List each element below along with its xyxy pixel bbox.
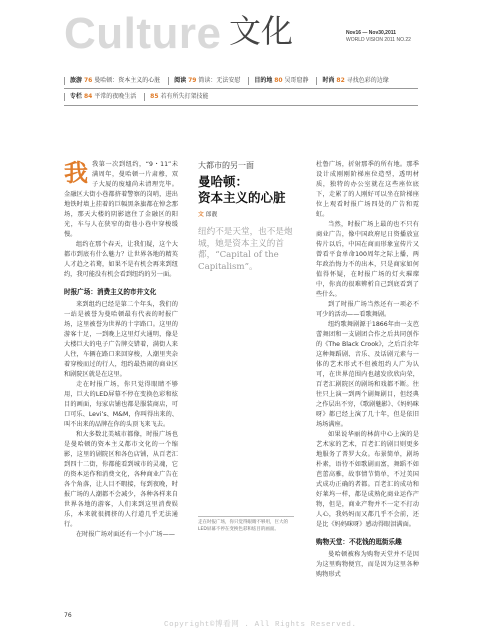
index-page-number: 82 <box>336 77 345 84</box>
article-header-column <box>198 160 296 532</box>
paragraph: 曼哈顿被称为购物天堂并不是因为这里购物便宜，而是因为这里各种购物形式 <box>316 551 419 578</box>
paragraph: 当然，时报广场上最的也不只有商业广告，像中国政府尼日资播放宣传片以后，中国在商而形象宣传片又曾看平食单命100周年之际上播，两年政治悔力不的出本，只是商家如何值得怀疑，在时报广场的灯火璀璨中，你真的很难辨析自己到底看到了些什么。 <box>316 221 419 298</box>
divider <box>248 77 249 85</box>
contents-index <box>64 74 418 114</box>
divider <box>168 77 169 85</box>
byline <box>198 209 296 218</box>
index-item[interactable] <box>168 77 240 84</box>
paragraph: 如果说华丽的林荫中心上演的是艺术家的艺术，百老汇的剧目则更多地服务了普罗大众。布景简单，剧场朴素，语待不如歌剧而富，舞蹈不如芭蕾高雅，故事情节简单，不过美国式成功正确的者都。百老汇的成功和好莱坞一样，都是成熟化商业运作产物，但是，商业产物并不一定不打动人心，我妈妈而又都几乎不会前，还是比《妈妈咪呀》感动得眼泪满面。 <box>316 431 419 528</box>
index-item[interactable] <box>316 77 388 84</box>
paragraph-text: 我第一次到纽约，“9・11”未满周年，曼哈顿一片肃穆，双子大厦的废墟尚未清理完毕。金融区大街小巷都挤着警察的岗哨，进出地铁时墙上挂着的巨幅黑条旗都在悼念那场，那天大楼的阴影遮住了金融区的阳光，车与人在狭窄的街巷小巷中穿梭缓慢。 <box>64 161 178 238</box>
article-column-left <box>64 160 178 540</box>
index-page-number: 80 <box>274 77 283 84</box>
index-row <box>64 90 214 104</box>
index-title: 吴哥窟静 <box>284 77 309 84</box>
intro-paragraph <box>64 160 178 240</box>
paragraph: 组约在那个春天，让我们疑，这个大都市到底有什么魅力？让世界各地的精英人才趋之若鹜，如果不是有机会再来到纽约，我可能没有机会看到纽约的另一面。 <box>64 241 178 278</box>
divider-line <box>64 105 418 106</box>
subheading: 购物天堂：不花钱的逛街乐趣 <box>316 538 402 546</box>
section-title-culture: Culture <box>64 9 222 58</box>
divider <box>64 77 65 85</box>
copyright-watermark: Copyright©博看网 . All Rights Reserved. <box>164 621 357 629</box>
drop-cap: 我 <box>64 158 88 187</box>
article-title-line2: 资本主义的心脏 <box>198 190 286 205</box>
index-page-number: 85 <box>150 93 159 100</box>
article-title-line1: 曼哈顿： <box>198 174 249 189</box>
index-category: 专栏 <box>70 93 83 100</box>
index-item[interactable] <box>64 93 136 100</box>
article-column-right <box>316 160 419 580</box>
author-name: 郎靓 <box>205 212 218 218</box>
paragraph: 在时报广场对面还有一个小广场—— <box>76 531 175 538</box>
index-category: 目的地 <box>254 77 273 84</box>
issue-dates: Nov16 — Nov30,2011 <box>346 30 397 36</box>
index-title: 简读：无法安慰 <box>198 77 241 84</box>
index-category: 时尚 <box>322 77 335 84</box>
photo-caption: 走在时报广场，你只觉得眼睛不够用，巨大的LED屏幕不停在变换色彩和炫目的画面。 <box>198 520 288 532</box>
caption-rule <box>198 516 294 517</box>
index-title: 若有所失打架技能 <box>160 93 209 100</box>
divider <box>144 93 145 101</box>
index-page-number: 84 <box>83 93 93 100</box>
index-item[interactable] <box>248 77 308 84</box>
divider <box>64 93 65 101</box>
index-item[interactable] <box>144 93 208 100</box>
page-number: 76 <box>64 612 72 619</box>
paragraph: 杜鲁广场，折射那季的所有地。那季设计成刚刚阶梯座位造型，透明材质，独特的办公室就在这些座位底下，走累了的人刚好可以坐在阶梯座位上观看时报广场四处的广告和霓虹。 <box>316 161 419 218</box>
index-item[interactable] <box>64 77 160 84</box>
subheading: 时报广场：消费主义的市井文化 <box>64 288 157 296</box>
section-title-wenhua: 文化 <box>229 12 294 50</box>
paragraph: 来到组约已经是第二个年头，我们的一站是被誉为曼哈顿最有代表的时报广场，这里被誉为世界的十字路口。这里的游客十足，一到晚上这里灯火通明，像是大楼巨大的电子广告牌交错着，满街人来人往，车辆在路口来回穿梭，人潮里夹杂着穿梭而过的行人，纽约最热闹的商业区和剧院区就是在这里。 <box>64 301 178 378</box>
index-title: 曼哈顿：资本主义的心脏 <box>94 77 161 84</box>
index-category: 阅读 <box>174 77 187 84</box>
index-row <box>64 74 395 88</box>
paragraph: 和大多数北美城市都像，时报广场也是曼哈顿的资本主义都市文化的一个缩影，这里的剧院区和各色店铺，从百老汇到四十二街，你都能看到城市的灵魂，它的资本运作和消费文化，各种商业广告在各个角落，让人目不暇接，每到夜晚，时报广场的人潮都不会减少，各种各样来自世界各地的游客，人们来到这里消费娱乐，本来就很拥挤的人行道几乎无法通行。 <box>64 431 178 528</box>
index-title: 寻找色彩的边缘 <box>346 77 389 84</box>
divider <box>316 77 317 85</box>
byline-label: 文 <box>198 212 204 218</box>
divider-line <box>64 88 418 89</box>
paragraph: 到了时报广场当然还有一项必不可少的活动——看歌舞剧。 <box>316 301 419 318</box>
paragraph: 纽约歌舞剧源于1866年由一支芭蕾舞团和一支剧团合作之后共同创作的《The Black Crook》，之后百余年这种舞蹈剧、音乐、及话剧元素与一体的艺术形式不但被纽约人广为认可，在世界范围内也越发欣欣向荣，百老汇剧院区的剧场和戏都不断。往往只上演一到两个剧舞剧目，但经典之作层出不穷，《歌剧魅影》、《妈妈咪呀》都已经上演了几十年，但是依旧场场满座。 <box>316 321 419 428</box>
index-page-number: 79 <box>188 77 197 84</box>
index-title: 平常的夜晚生活 <box>94 93 137 100</box>
issue-line: WORLD VISION 2011 NO.22 <box>346 36 411 43</box>
paragraph: 走在时报广场，你只觉得眼睛不够用，巨大的LED屏幕不停在变换色彩和炫目的画面，每家店铺也都是服装商店，可口可乐、Levi’s、M&M，你叫得出来的、叫不出来的品牌在你的头顶飞来飞去。 <box>64 381 178 428</box>
index-page-number: 76 <box>83 77 93 84</box>
kicker: 大都市的另一面 <box>198 161 254 170</box>
index-category: 旅游 <box>70 77 83 84</box>
issue-info <box>346 30 411 43</box>
pull-quote: 纽约不是天堂，也不是炮城，她是资本主义的首都，“Capital of the Capitalism”。 <box>198 227 293 272</box>
